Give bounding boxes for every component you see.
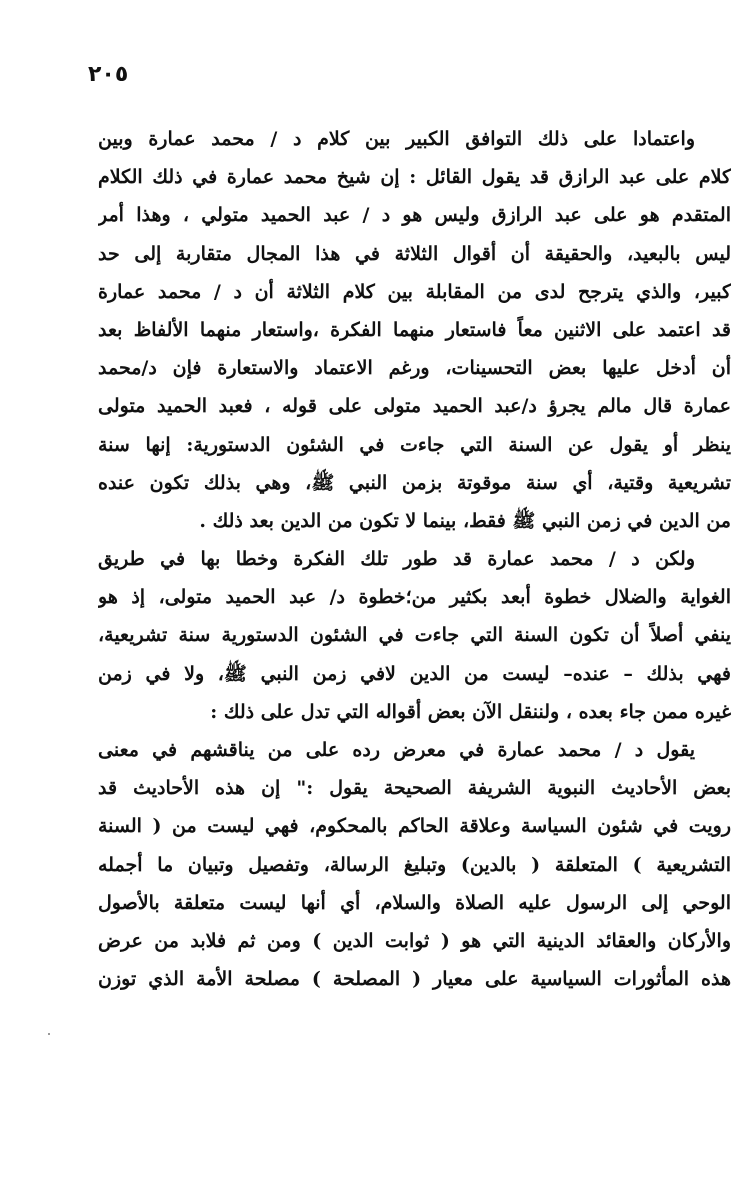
text-line: عمارة قال مالم يجرؤ د/عبد الحميد متولى على قوله ، فعبد الحميد متولى [98,395,731,418]
text-line: كلام على عبد الرازق قد يقول القائل : إن شيخ محمد عمارة في ذلك الكلام [98,166,731,189]
text-line: بعض الأحاديث النبوية الشريفة الصحيحة يقول :" إن هذه الأحاديث قد [98,777,731,800]
text-line: الوحي إلى الرسول عليه الصلاة والسلام، أي أنها ليست متعلقة بالأصول [98,891,731,914]
text-line: ولكن د / محمد عمارة قد طور تلك الفكرة وخطا بها في طريق [98,548,695,571]
text-line: ينظر أو يقول عن السنة التي جاءت في الشئون الدستورية: إنها سنة [98,433,731,456]
text-line: التشريعية ) المتعلقة ( بالدين) وتبليغ الرسالة، وتفصيل وتبيان ما أجمله [98,853,731,876]
text-line: غيره ممن جاء بعده ، ولننقل الآن بعض أقواله التي تدل على ذلك : [210,700,731,723]
text-line: فهي بذلك – عنده– ليست من الدين لافي زمن النبي ﷺ، ولا في زمن [98,662,731,685]
text-line: الغواية والضلال خطوة أبعد بكثير من؛خطوة د/ عبد الحميد متولى، إذ هو [98,586,731,609]
scan-speck [48,1033,50,1035]
text-line: ينفي أصلاً أن تكون السنة التي جاءت في الشئون الدستورية سنة تشريعية، [98,624,731,647]
text-line: ليس بالبعيد، والحقيقة أن أقوال الثلاثة في هذا المجال متقاربة إلى حد [98,242,731,265]
text-line: هذه المأثورات السياسية على معيار ( المصلحة ) مصلحة الأمة الذي توزن [98,968,731,991]
body-text [98,120,731,998]
page-number: ٢٠٥ [88,62,129,87]
text-line: من الدين في زمن النبي ﷺ فقط، بينما لا تكون من الدين بعد ذلك . [199,509,731,532]
text-line: رويت في شئون السياسة وعلاقة الحاكم بالمحكوم، فهي ليست من ( السنة [98,815,731,838]
text-line: كبير، والذي يترجح لدى من المقابلة بين كلام الثلاثة أن د / محمد عمارة [98,280,731,303]
text-line: أن أدخل عليها بعض التحسينات، ورغم الاعتماد والاستعارة فإن د/محمد [98,357,731,380]
text-line: المتقدم هو على عبد الرازق وليس هو د / عبد الحميد متولي ، وهذا أمر [98,204,731,227]
text-line: والأركان والعقائد الدينية التي هو ( ثوابت الدين ) ومن ثم فلابد من عرض [98,929,731,952]
text-line: قد اعتمد على الاثنين معاً فاستعار منهما الفكرة ،واستعار منهما الألفاظ بعد [98,318,731,341]
text-line: واعتمادا على ذلك التوافق الكبير بين كلام د / محمد عمارة وبين [98,128,695,150]
text-line: تشريعية وقتية، أي سنة موقوتة بزمن النبي ﷺ، وهي بذلك تكون عنده [98,471,731,494]
text-line: يقول د / محمد عمارة في معرض رده على من يناقشهم في معنى [98,739,695,761]
